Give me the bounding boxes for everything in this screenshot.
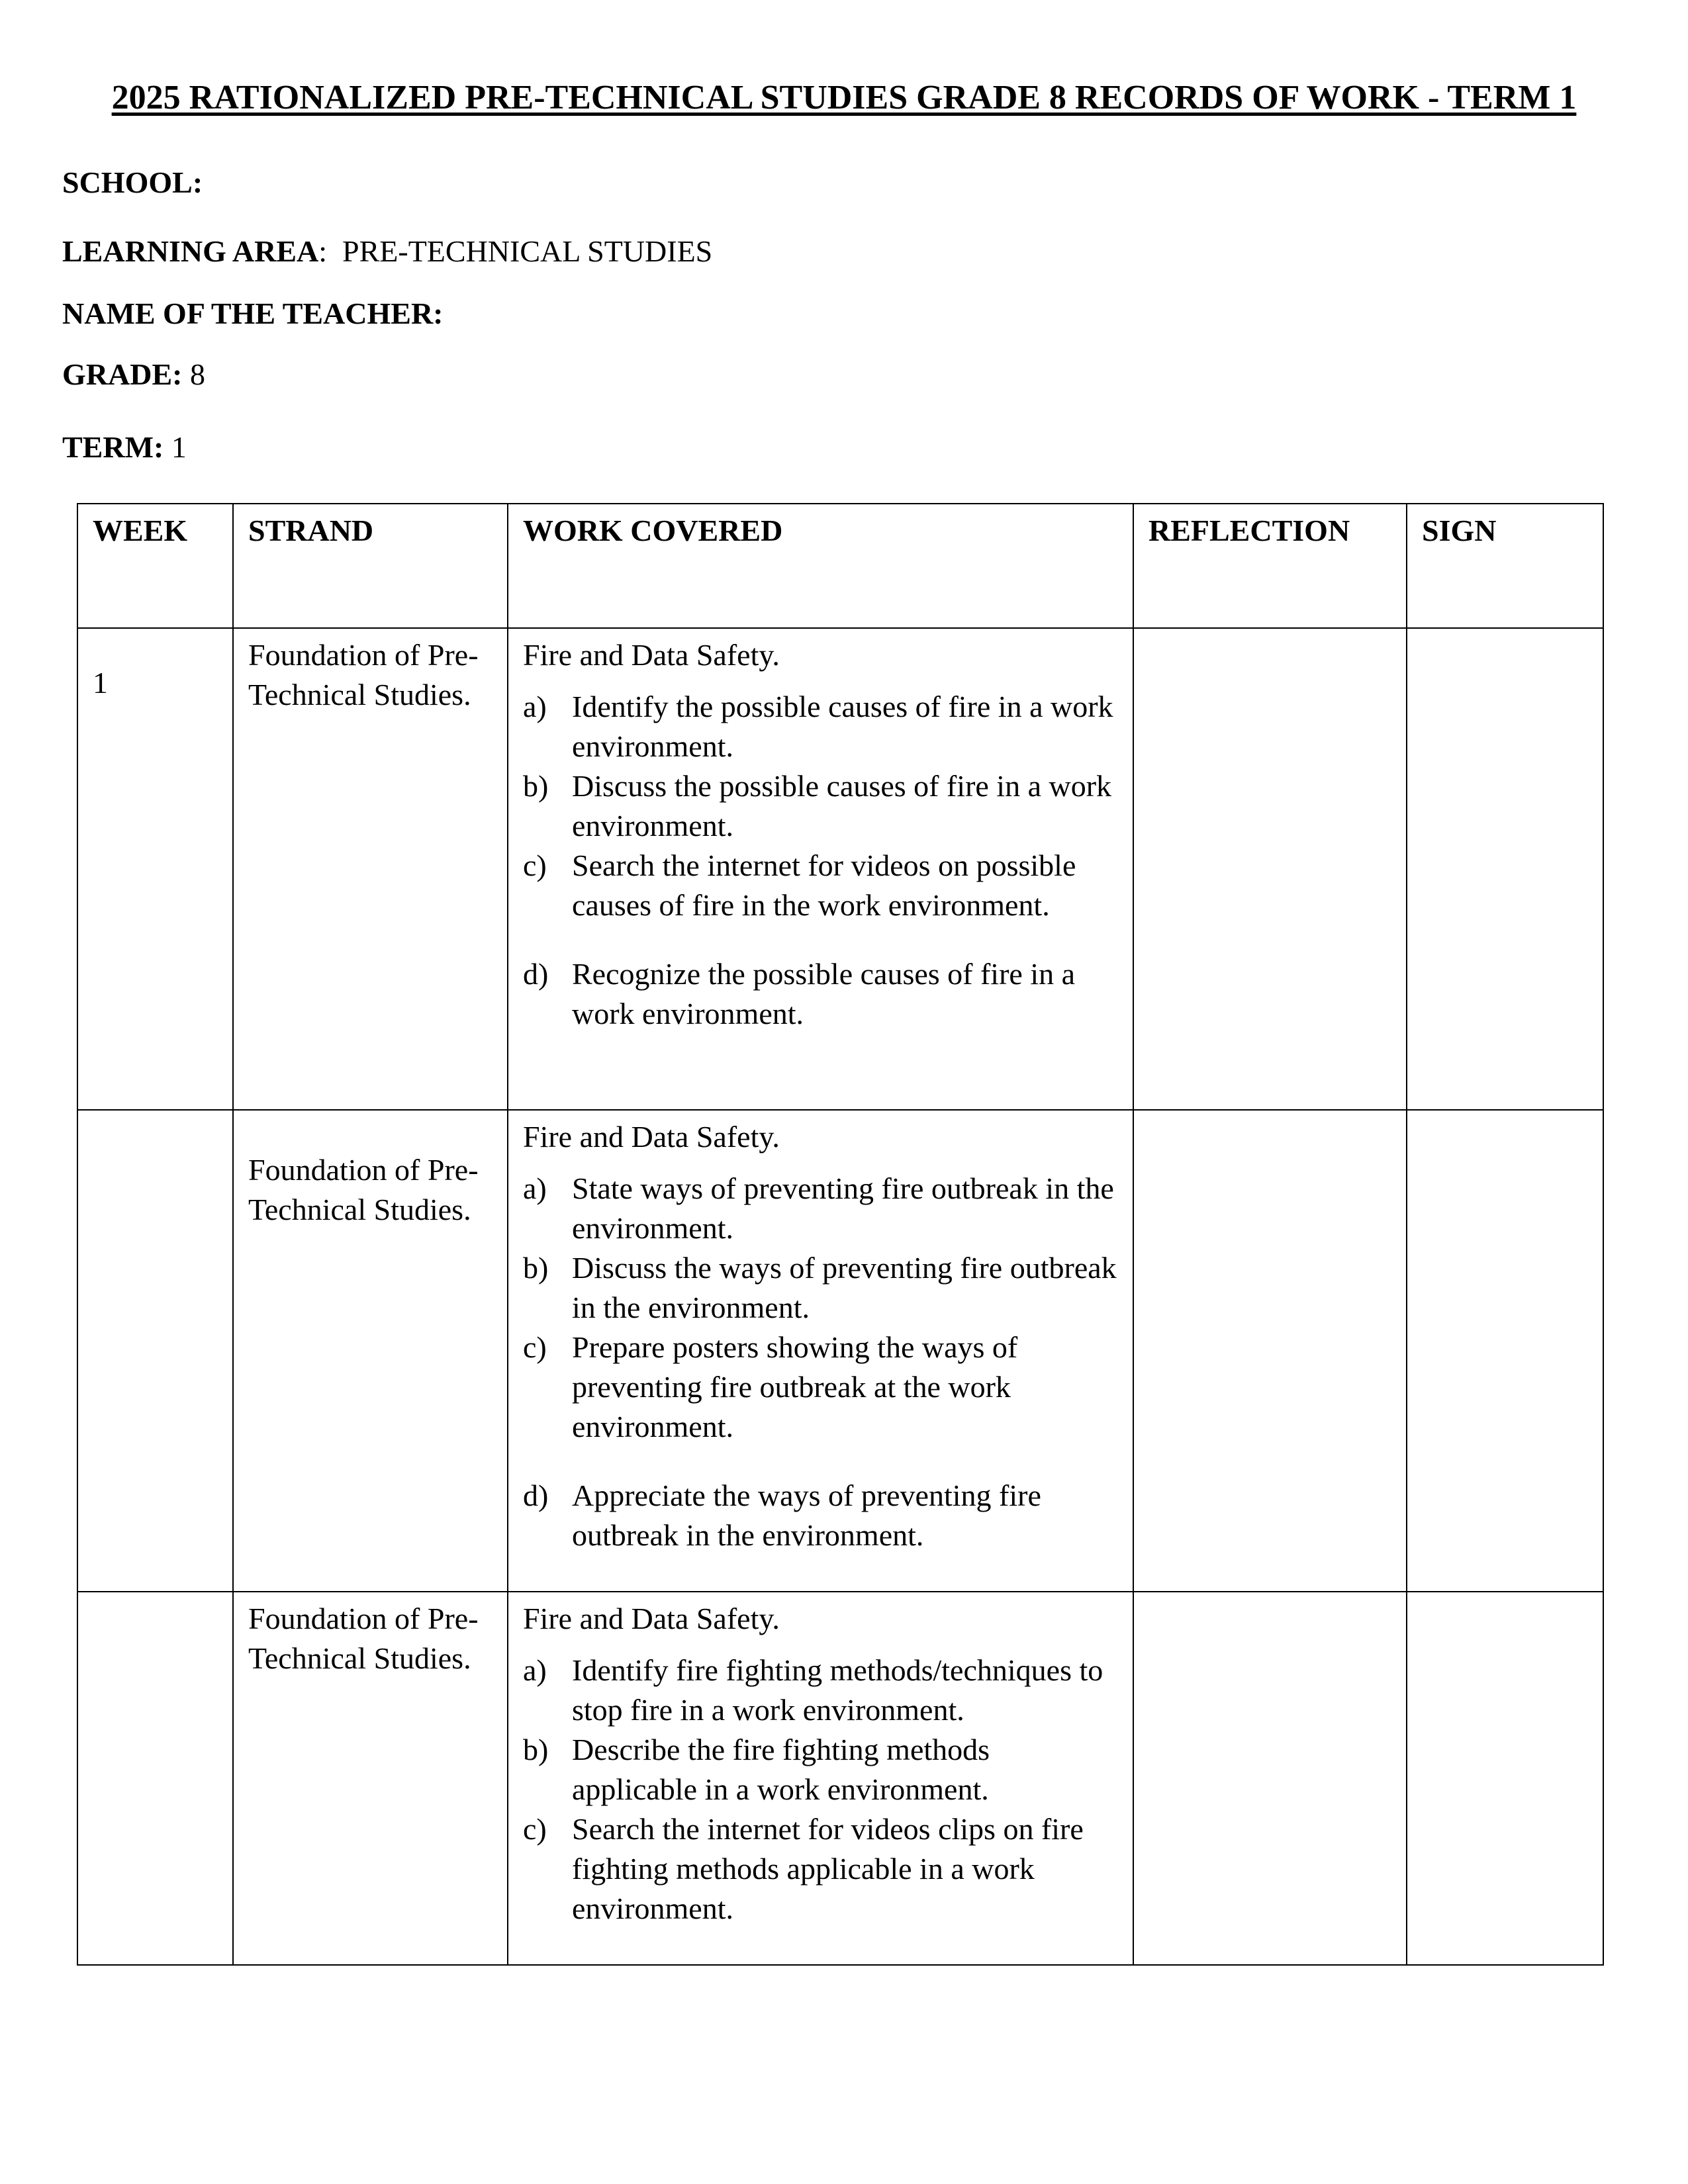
sign-cell[interactable] [1407,1592,1603,1965]
topic: Fire and Data Safety. [523,1602,780,1635]
grade-label: GRADE: [62,357,183,391]
document-title: 2025 RATIONALIZED PRE-TECHNICAL STUDIES GRADE 8 RECORDS OF WORK - TERM 1 [111,79,1577,116]
objective-list [523,1651,1118,1929]
teacher-label: NAME OF THE TEACHER: [62,296,444,330]
objective-item: a) Identify fire fighting methods/techniques to stop fire in a work environment. [523,1653,1103,1727]
objective-item: c) Search the internet for videos clips on fire fighting methods applicable in a work environment. [523,1812,1084,1925]
header-strand: STRAND [233,504,508,628]
strand-cell: Foundation of Pre-Technical Studies. [233,1592,508,1965]
term-label: TERM: [62,430,164,464]
school-field [62,164,203,201]
topic: Fire and Data Safety. [523,1120,780,1154]
week-cell [77,1110,233,1592]
learning-area-label: LEARNING AREA [62,234,319,268]
header-reflection: REFLECTION [1133,504,1407,628]
header-sign: SIGN [1407,504,1603,628]
school-label: SCHOOL: [62,165,203,199]
table-row [77,1110,1603,1592]
teacher-field [62,295,444,332]
objective-item: d) Appreciate the ways of preventing fire outbreak in the environment. [523,1479,1041,1552]
objective-item: a) Identify the possible causes of fire in a work environment. [523,690,1113,763]
objective-item: d) Recognize the possible causes of fire in a work environment. [523,957,1076,1030]
objective-item: c) Prepare posters showing the ways of preventing fire outbreak at the work environment. [523,1330,1018,1443]
objective-item: b) Describe the fire fighting methods applicable in a work environment. [523,1733,990,1806]
topic: Fire and Data Safety. [523,638,780,672]
sign-cell[interactable] [1407,628,1603,1110]
learning-area-value: PRE-TECHNICAL STUDIES [342,234,713,268]
reflection-cell[interactable] [1133,1592,1407,1965]
header-work-covered: WORK COVERED [508,504,1133,628]
table-row [77,1592,1603,1965]
header-week: WEEK [77,504,233,628]
work-covered-cell [508,1110,1133,1592]
table-row [77,628,1603,1110]
term-value: 1 [171,430,187,464]
work-covered-cell [508,628,1133,1110]
table-header-row [77,504,1603,628]
learning-area-field: LEARNING AREA: PRE-TECHNICAL STUDIES [62,234,713,268]
strand-cell: Foundation of Pre-Technical Studies. [233,628,508,1110]
reflection-cell[interactable] [1133,628,1407,1110]
reflection-cell[interactable] [1133,1110,1407,1592]
strand-cell: Foundation of Pre-Technical Studies. [233,1110,508,1592]
records-of-work-table [77,503,1604,1966]
objective-item: b) Discuss the possible causes of fire in a work environment. [523,769,1112,842]
objective-item: b) Discuss the ways of preventing fire outbreak in the environment. [523,1251,1117,1324]
sign-cell[interactable] [1407,1110,1603,1592]
week-cell: 1 [77,628,233,1110]
work-covered-cell [508,1592,1133,1965]
objective-list [523,687,1118,1034]
grade-value: 8 [189,357,205,391]
objective-item: a) State ways of preventing fire outbreak in the environment. [523,1171,1114,1245]
grade-field [62,356,205,393]
objective-item: c) Search the internet for videos on possible causes of fire in the work environment. [523,848,1076,922]
objective-list [523,1169,1118,1555]
week-cell [77,1592,233,1965]
term-field [62,429,187,466]
